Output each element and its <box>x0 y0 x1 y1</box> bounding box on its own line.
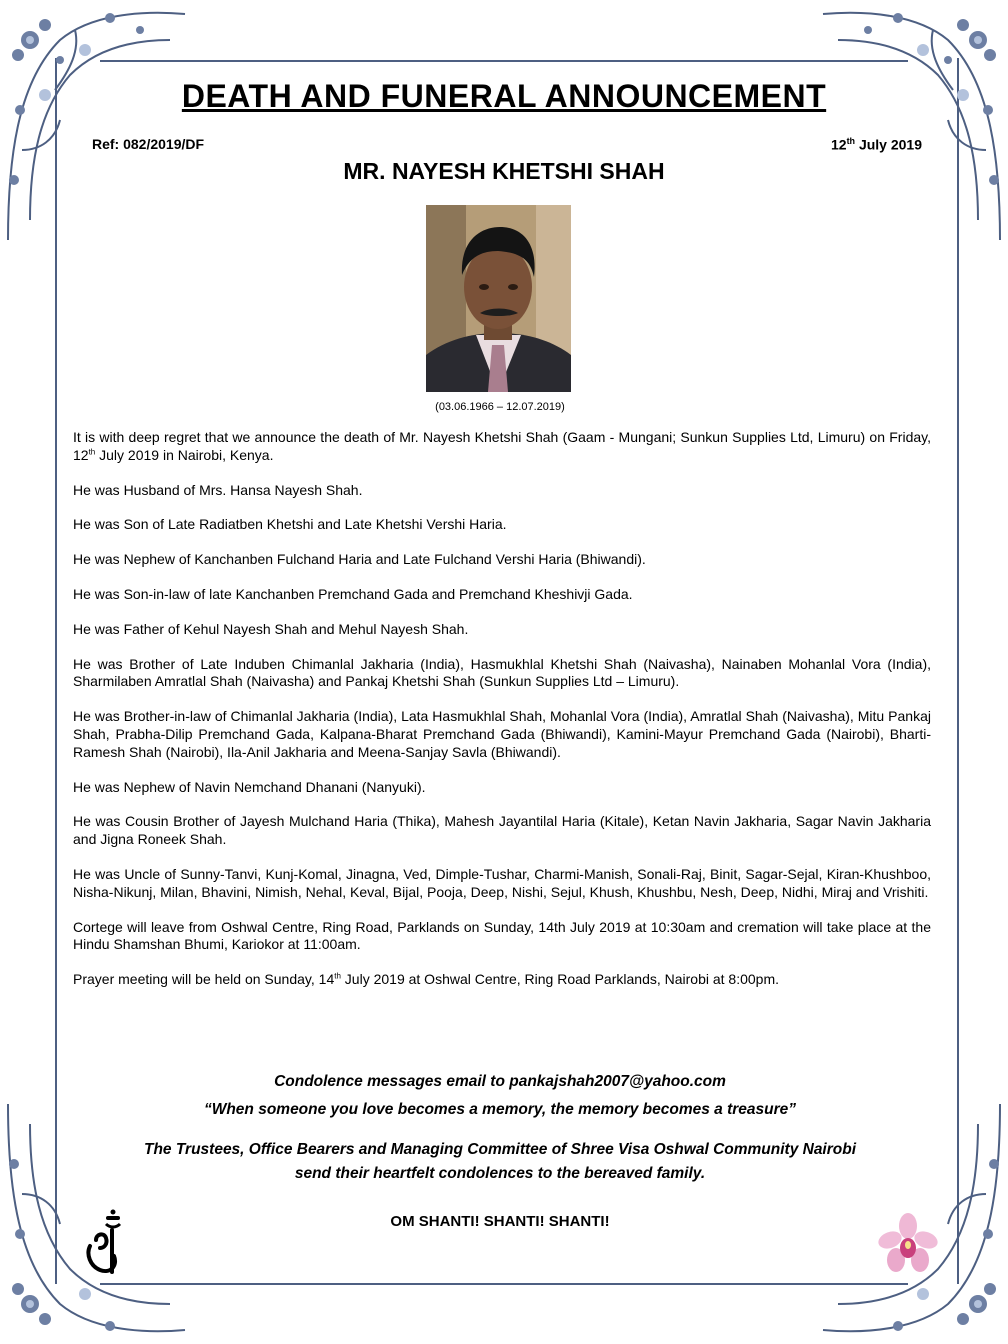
paragraph-nephew: He was Nephew of Kanchanben Fulchand Haria and Late Fulchand Vershi Haria (Bhiwandi). <box>73 551 646 568</box>
jain-symbol-icon <box>84 1208 124 1278</box>
lifespan-dates: (03.06.1966 – 12.07.2019) <box>435 401 565 413</box>
trustees-message-line-2: send their heartfelt condolences to the bereaved family. <box>294 1165 706 1182</box>
floral-corner-top-right-icon <box>818 0 1008 250</box>
announcement-body <box>73 429 931 1006</box>
border-top-line <box>100 60 908 62</box>
reference-number: Ref: 082/2019/DF <box>92 136 205 152</box>
paragraph-nephew-2: He was Nephew of Navin Nemchand Dhanani (Nanyuki). <box>73 778 426 795</box>
deceased-name: MR. NAYESH KHETSHI SHAH <box>343 158 665 184</box>
paragraph-brother: He was Brother of Late Induben Chimanlal Jakharia (India), Hasmukhlal Khetshi Shah (Naivasha), Nainaben Mohanlal Vora (India), Sharmilaben Amratlal Shah (Naivasha) and Pankaj Khetshi Shah (Sunkun Supplies Ltd – Limuru). <box>73 655 931 690</box>
paragraph-brother-in-law: He was Brother-in-law of Chimanlal Jakharia (India), Lata Hasmukhlal Shah, Mohanlal Vora (India), Amratlal Shah (Naivasha), Mitu Pankaj Shah, Prabha-Dilip Premchand Gada, Kalpana-Bharat Premchand Gada (Bhiwandi), Kamini-Mayur Premchand Gada (Nairobi), Bharti-Ramesh Shah (Nairobi), Ila-Anil Jakharia and Meena-Sanjay Savla (Bhiwandi). <box>73 708 931 760</box>
portrait-photo <box>426 205 571 392</box>
pink-orchid-icon <box>878 1212 938 1282</box>
paragraph-son: He was Son of Late Radiatben Khetshi and Late Khetshi Vershi Haria. <box>73 516 507 533</box>
paragraph-uncle: He was Uncle of Sunny-Tanvi, Kunj-Komal, Jinagna, Ved, Dimple-Tushar, Charmi-Manish, Sonali-Raj, Binit, Sagar-Sejal, Kiran-Khushboo, Nisha-Nikunj, Milan, Bhavini, Nimish, Nehal, Keval, Bijal, Pooja, Deep, Nishi, Sejul, Khush, Khushbu, Nesh, Deep, Nidhi, Miraj and Vrishiti. <box>73 865 931 900</box>
page-title: DEATH AND FUNERAL ANNOUNCEMENT <box>181 78 827 114</box>
paragraph-father: He was Father of Kehul Nayesh Shah and Mehul Nayesh Shah. <box>73 620 469 637</box>
paragraph-son-in-law: He was Son-in-law of late Kanchanben Premchand Gada and Premchand Kheshivji Gada. <box>73 585 633 602</box>
paragraph-husband: He was Husband of Mrs. Hansa Nayesh Shah. <box>73 481 363 498</box>
paragraph-prayer-meeting: Prayer meeting will be held on Sunday, 14th July 2019 at Oshwal Centre, Ring Road Parklands, Nairobi at 8:00pm. <box>73 971 780 988</box>
trustees-message-line-1: The Trustees, Office Bearers and Managing Committee of Shree Visa Oshwal Community Nairobi <box>143 1141 857 1158</box>
paragraph-cousin: He was Cousin Brother of Jayesh Mulchand Haria (Thika), Mahesh Jayantilal Haria (Kitale), Ketan Navin Jakharia, Sagar Navin Jakharia and Jigna Roneek Shah. <box>73 813 931 848</box>
condolence-email-line: Condolence messages email to pankajshah2007@yahoo.com <box>274 1073 726 1090</box>
memory-quote: “When someone you love becomes a memory, the memory becomes a treasure” <box>203 1101 797 1118</box>
paragraph-cortege: Cortege will leave from Oshwal Centre, Ring Road, Parklands on Sunday, 14th July 2019 at 10:30am and cremation will take place at the Hindu Shamshan Bhumi, Kariokor at 11:00am. <box>73 918 931 953</box>
paragraph-death-notice: It is with deep regret that we announce the death of Mr. Nayesh Khetshi Shah (Gaam - Mungani; Sunkun Supplies Ltd, Limuru) on Friday, 12th July 2019 in Nairobi, Kenya. <box>73 429 931 463</box>
om-shanti-text: OM SHANTI! SHANTI! SHANTI! <box>390 1213 610 1230</box>
floral-corner-top-left-icon <box>0 0 190 250</box>
announcement-date: 12th July 2019 <box>830 136 922 153</box>
border-bottom-line <box>100 1283 908 1285</box>
